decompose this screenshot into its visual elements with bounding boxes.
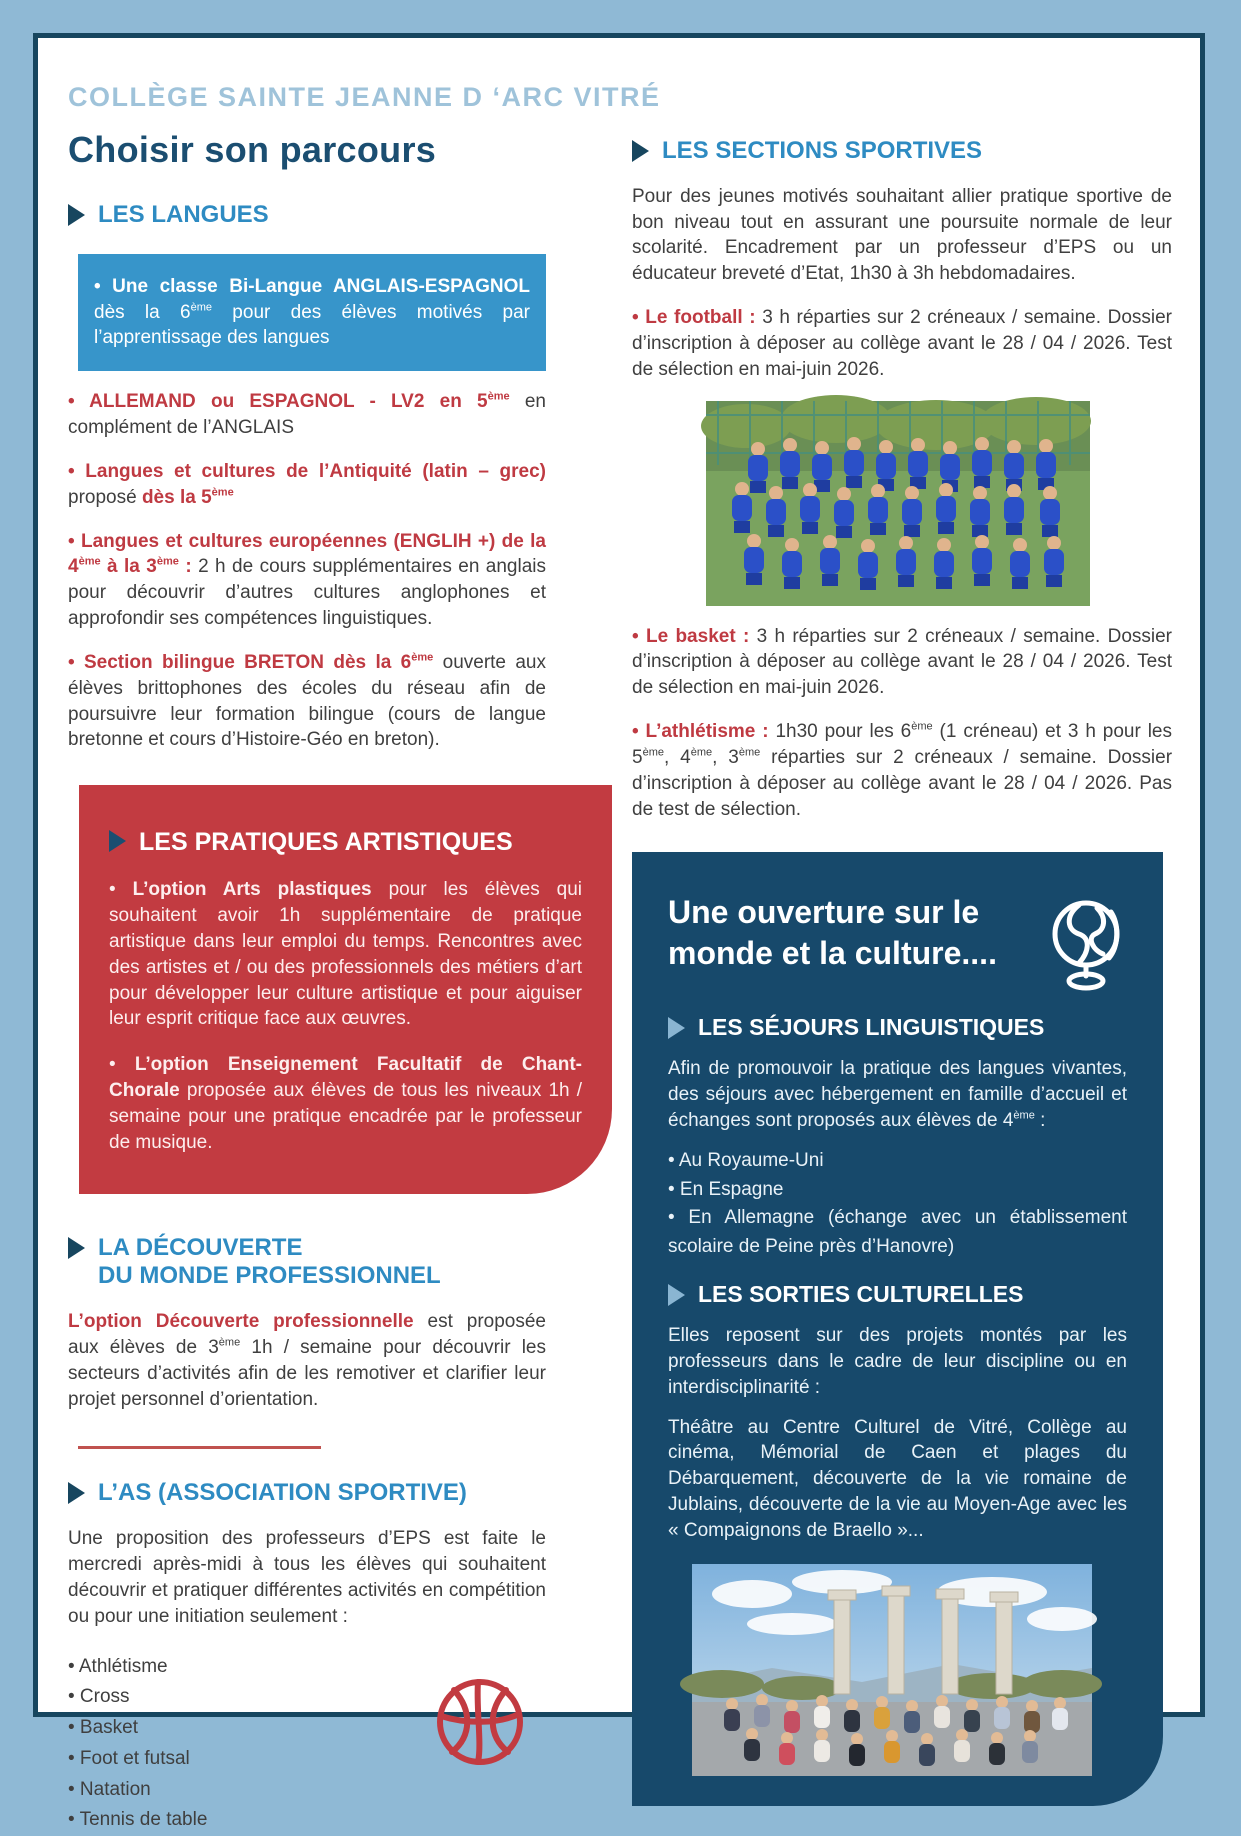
red-divider-line [78,1446,321,1449]
heading-line-1: LA DÉCOUVERTE [98,1233,303,1261]
sections-intro-paragraph: Pour des jeunes motivés souhaitant allier pratique sportive de bon niveau tout en assurant une poursuite normale de leur scolarité. Encadrement par un professeur d’EPS ou un éducateur breveté d’Etat, 1h30 à 3h hebdomadaires. [632,185,1172,285]
content-sheet [33,33,1205,1831]
list-item: • Tennis de table [68,1809,208,1831]
pratiques-arts-plastiques: • L’option Arts plastiques pour les élèves qui souhaitent avoir 1h supplémentaire de pratique artistique dans leur emploi du temps. Rencontres avec des artistes et / ou des professionnels des métiers d’art pour développer leur culture artistique et pour aiguiser leur esprit critique face aux œuvres. [109,879,582,1030]
section-heading-label: LES LANGUES [98,201,269,228]
section-heading-label: LES SORTIES CULTURELLES [698,1281,1024,1308]
sejours-destinations-list [668,1147,1127,1261]
langues-bullet-allemand: • ALLEMAND ou ESPAGNOL - LV2 en 5ème en complément de l’ANGLAIS [68,390,546,439]
sejours-intro: Afin de promouvoir la pratique des langues vivantes, des séjours avec hébergement en famille d’accueil et échanges sont proposés aux élèves de 4ème : [668,1057,1127,1131]
left-column [68,129,583,1836]
ouverture-monde-box [632,852,1163,1805]
pratiques-chant-chorale: • L’option Enseignement Facultatif de Chant-Chorale proposée aux élèves de tous les niveaux 1h / semaine pour une pratique encadrée par le professeur de musique. [109,1054,583,1153]
list-item: • En Allemagne (échange avec un établissement scolaire de Peine près d’Hanovre) [668,1207,1127,1257]
triangle-bullet-icon [109,830,126,852]
globe-icon [1045,896,1127,992]
triangle-bullet-icon [68,1482,85,1504]
section-heading-label: LES SECTIONS SPORTIVES [662,137,983,164]
langues-bullet-antiquite: • Langues et cultures de l’Antiquité (latin – grec) proposé dès la 5ème [68,460,547,508]
section-heading-sections-sportives [632,137,1172,166]
triangle-bullet-icon [68,204,85,226]
school-name: COLLÈGE SAINTE JEANNE D ‘ARC VITRÉ [68,82,661,112]
cultural-trip-photo [692,1564,1092,1776]
pratiques-artistiques-box [79,785,612,1193]
bilangue-highlight-box: • Une classe Bi-Langue ANGLAIS-ESPAGNOL dès la 6ème pour des élèves motivés par l’apprentissage des langues [78,254,546,371]
ouverture-title-row [668,892,1127,992]
list-item: • Foot et futsal [68,1747,190,1769]
football-paragraph: • Le football : 3 h réparties sur 2 créneaux / semaine. Dossier d’inscription à déposer au collège avant le 28 / 04 / 2026. Test de sélection en mai-juin 2026. [632,307,1172,380]
list-item: • En Espagne [668,1178,784,1200]
langues-bullet-breton: • Section bilingue BRETON dès la 6ème ouverte aux élèves brittophones des écoles du réseau afin de poursuivre leur formation bilingue (cours de langue bretonne et cours d’Histoire-Géo en breton). [68,651,546,751]
section-heading-as [68,1479,546,1508]
section-heading-pratiques [109,827,582,857]
list-item: • Basket [68,1717,139,1739]
as-activities-list [68,1652,432,1836]
triangle-bullet-icon [668,1284,685,1306]
heading-line-2: DU MONDE PROFESSIONNEL [98,1262,441,1290]
as-intro-paragraph: Une proposition des professeurs d’EPS est faite le mercredi après-midi à tous les élèves qui souhaitent découvrir et pratiquer différentes activités en compétition ou pour une initiation seulement : [68,1528,546,1627]
decouverte-paragraph: L’option Découverte professionnelle est proposée aux élèves de 3ème 1h / semaine pour découvrir les secteurs d’activités afin de les remotiver et clarifier leur projet personnel d’orientation. [68,1311,546,1410]
basket-paragraph: • Le basket : 3 h réparties sur 2 créneaux / semaine. Dossier d’inscription à déposer au collège avant le 28 / 04 / 2026. Test de sélection en mai-juin 2026. [632,625,1172,699]
triangle-bullet-icon [632,140,649,162]
as-activities-row [68,1648,546,1836]
list-item: • Au Royaume-Uni [668,1150,824,1172]
list-item: • Athlétisme [68,1655,168,1677]
sorties-intro: Elles reposent sur des projets montés par les professeurs dans le cadre de leur discipline ou en interdisciplinarité : [668,1325,1127,1398]
ouverture-title: Une ouverture sur le monde et la culture.... [668,894,997,972]
section-heading-label [98,1234,441,1292]
section-heading-decouverte [68,1234,546,1292]
sorties-examples: Théâtre au Centre Culturel de Vitré, Collège au cinéma, Mémorial de Caen et plages du Débarquement, découverte de la vie romaine de Jublains, découverte de la vie au Moyen-Age avec les « Compaignons de Braello »... [668,1416,1127,1541]
list-item: • Natation [68,1778,151,1800]
athletisme-paragraph: • L’athlétisme : 1h30 pour les 6ème (1 créneau) et 3 h pour les 5ème, 4ème, 3ème réparties sur 2 créneaux / semaine. Dossier d’inscription à déposer au collège avant le 28 / 04 / 2026. Pas de test de sélection. [632,720,1173,820]
section-heading-sorties [668,1281,1127,1309]
list-item: • Cross [68,1686,130,1708]
langues-bullet-europeennes: • Langues et cultures européennes (ENGLIH +) de la 4ème à la 3ème : 2 h de cours supplémentaires en anglais pour découvrir d’autres cultures anglophones et approfondir ses compétences linguistiques. [68,530,547,630]
section-heading-langues [68,201,546,230]
page-title: Choisir son parcours [68,129,437,170]
triangle-bullet-icon [668,1017,685,1039]
right-column [632,129,1172,1836]
football-team-photo [706,401,1090,606]
section-heading-label: LES PRATIQUES ARTISTIQUES [139,828,513,857]
two-column-layout [68,129,1172,1836]
section-heading-label: LES SÉJOURS LINGUISTIQUES [698,1014,1045,1041]
section-heading-sejours [668,1014,1127,1042]
basketball-icon [432,1674,528,1770]
triangle-bullet-icon [68,1237,85,1259]
section-heading-label: L’AS (ASSOCIATION SPORTIVE) [98,1479,467,1507]
